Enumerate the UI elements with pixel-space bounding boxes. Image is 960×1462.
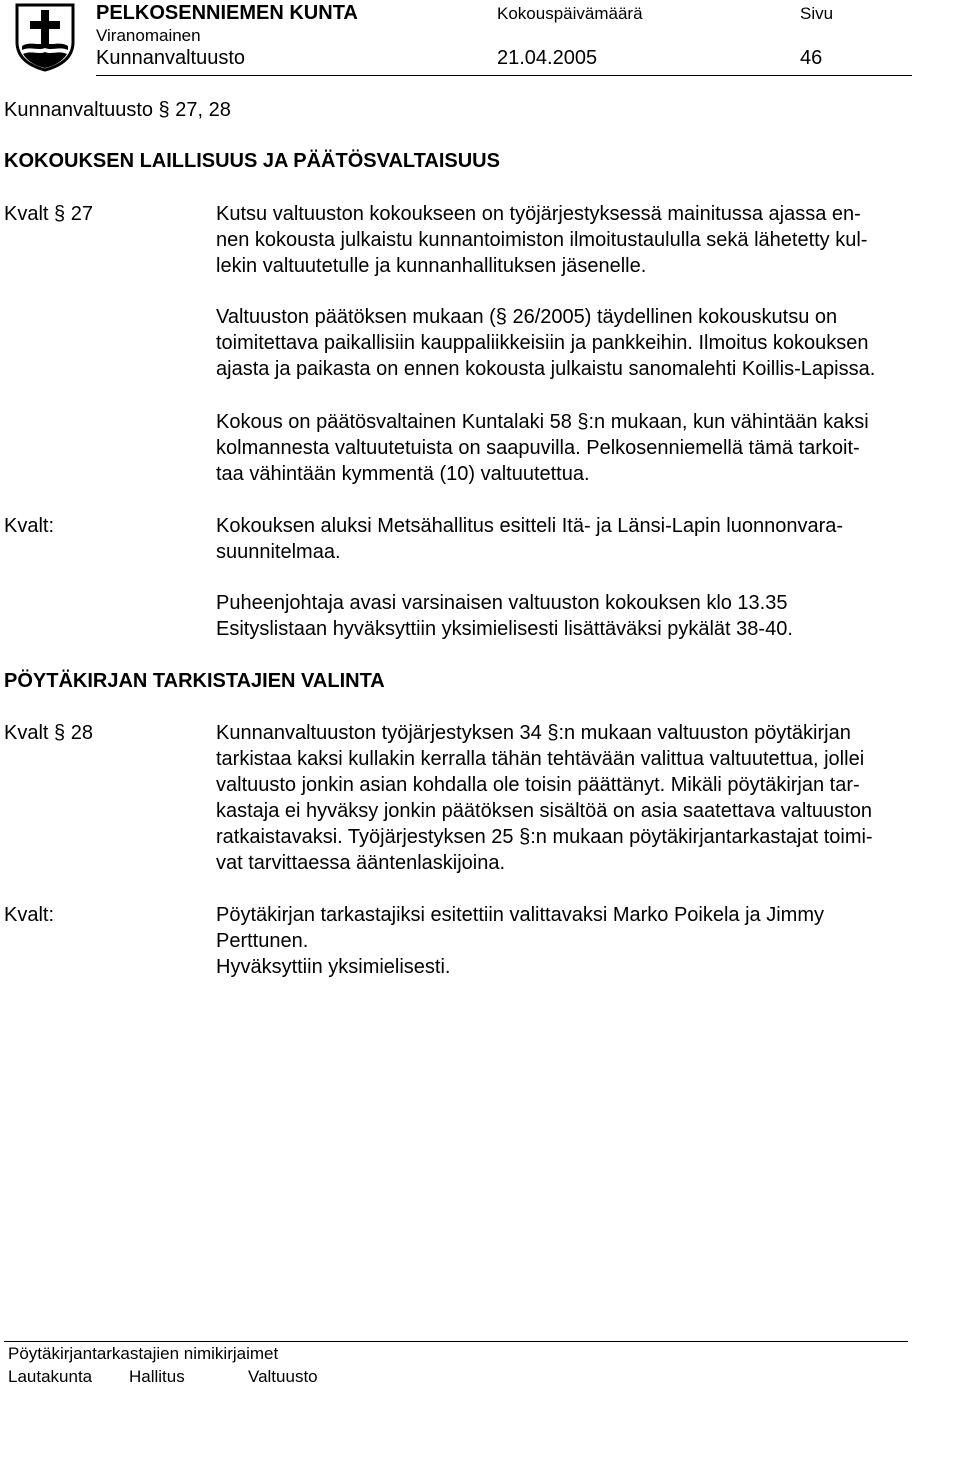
kvalt-28-label: Kvalt § 28 <box>4 722 93 744</box>
footer-col-lautakunta: Lautakunta <box>8 1367 93 1386</box>
header-divider <box>96 75 912 76</box>
footer-col-valtuusto: Valtuusto <box>248 1367 318 1386</box>
paragraph-decision: Pöytäkirjan tarkastajiksi esitettiin valittavaksi Marko Poikela ja Jimmy Perttunen. Hyväksyttiin yksimielisesti. <box>216 904 824 978</box>
paragraph-rules: Kunnanvaltuuston työjärjestyksen 34 §:n mukaan valtuuston pöytäkirjan tarkistaa kaksi kullakin kerralla tähän tehtävään valittua valtuutettua, jollei valtuusto jonkin asian kohdalla ole toisin päättänyt. Mikäli pöytäkirjan tar- kastaja ei hyväksy jonkin päätöksen sisältöä on asia saatettava valtuuston ratkaistavaksi. Työjärjestyksen 25 §:n mukaan pöytäkirjantarkastajat toimi- vat tarvittaessa ääntenlaskijoina. <box>216 722 873 874</box>
paragraph-quorum: Kokous on päätösvaltainen Kuntalaki 58 §:n mukaan, kun vähintään kaksi kolmannesta valtuutetuista on saapuvilla. Pelkosenniemellä tämä tarkoit- taa vähintään kymmentä (10) valtuutettua. <box>216 411 869 485</box>
coat-of-arms-icon <box>14 2 76 72</box>
kvalt-label: Kvalt: <box>4 904 55 926</box>
org-name: PELKOSENNIEMEN KUNTA <box>96 2 358 24</box>
kvalt-label: Kvalt: <box>4 515 55 537</box>
meeting-date: 21.04.2005 <box>497 47 598 69</box>
footer-col-hallitus: Hallitus <box>129 1367 185 1386</box>
dept-name: Viranomainen <box>96 26 201 45</box>
footer-divider <box>4 1341 908 1342</box>
paragraph-presentation: Kokouksen aluksi Metsähallitus esitteli Itä- ja Länsi-Lapin luonnonvara- suunnitelmaa. <box>216 515 844 563</box>
page-label: Sivu <box>800 4 834 23</box>
heading-reviewers: PÖYTÄKIRJAN TARKISTAJIEN VALINTA <box>4 670 385 692</box>
paragraph-opening: Puheenjohtaja avasi varsinaisen valtuuston kokouksen klo 13.35 Esityslistaan hyväksyttiin yksimielisesti lisättäväksi pykälät 38-40. <box>216 592 793 640</box>
paragraph-announcement: Valtuuston päätöksen mukaan (§ 26/2005) täydellinen kokouskutsu on toimitettava paikallisiin kauppaliikkeisiin ja pankkeihin. Ilmoitus kokouksen ajasta ja paikasta on ennen kokousta julkaistu sanomalehti Koillis-Lapissa. <box>216 306 876 380</box>
paragraph-invitation: Kutsu valtuuston kokoukseen on työjärjestyksessä mainitussa ajassa en- nen kokousta julkaistu kunnantoimiston ilmoitustaululla sekä lähetetty kul- lekin valtuutetulle ja kunnanhallituksen jäsenelle. <box>216 203 868 277</box>
section-title: Kunnanvaltuusto § 27, 28 <box>4 99 231 121</box>
heading-legality: KOKOUKSEN LAILLISUUS JA PÄÄTÖSVALTAISUUS <box>4 150 500 172</box>
footer-title: Pöytäkirjantarkastajien nimikirjaimet <box>8 1344 279 1363</box>
page-number: 46 <box>800 47 823 69</box>
kvalt-27-label: Kvalt § 27 <box>4 203 93 225</box>
body-name: Kunnanvaltuusto <box>96 47 246 69</box>
date-label: Kokouspäivämäärä <box>497 4 643 23</box>
